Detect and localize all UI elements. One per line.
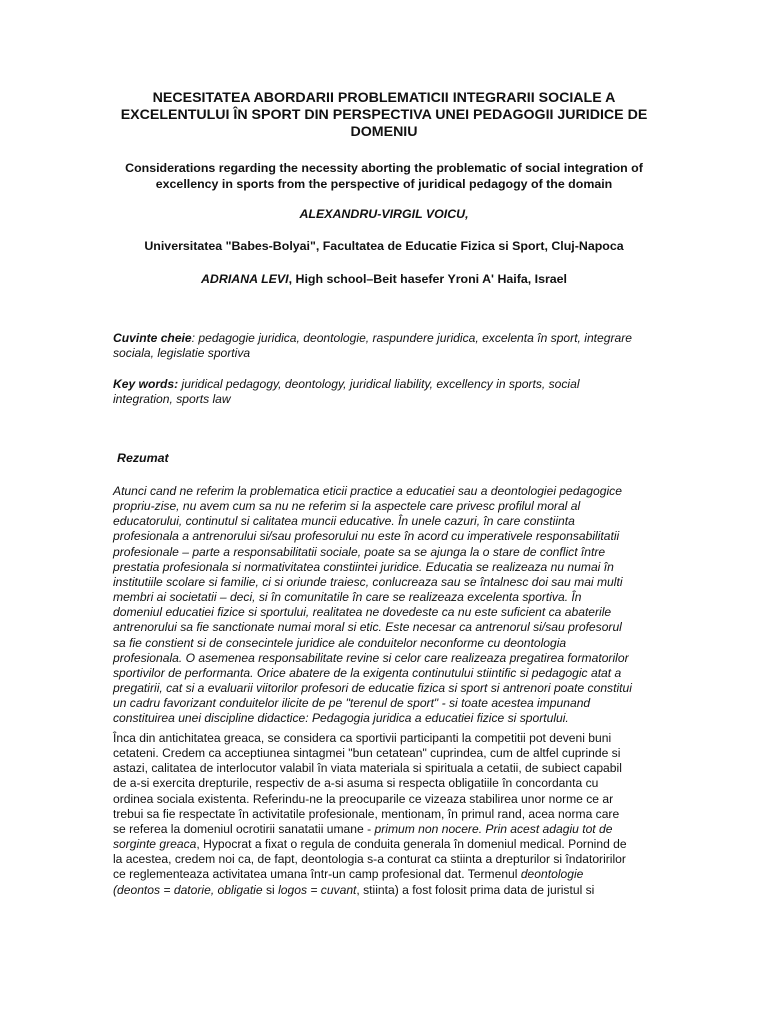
body-italic-2: deontologie (deontos = datorie, obligatie bbox=[113, 867, 584, 897]
keywords-romanian bbox=[113, 331, 633, 361]
body-text-4: , stiinta) a fost folosit prima data de juristul si bbox=[356, 882, 595, 897]
author-name-2: ADRIANA LEVI bbox=[200, 272, 289, 286]
paper-title: NECESITATEA ABORDARII PROBLEMATICII INTEGRARII SOCIALE A EXCELENTULUI ÎN SPORT DIN PERSPECTIVA UNEI PEDAGOGII JURIDICE DE DOMENIU bbox=[120, 90, 648, 140]
body-italic-3: logos = cuvant bbox=[278, 882, 357, 897]
keywords-romanian-text: : pedagogie juridica, deontologie, raspundere juridica, excelenta în sport, integrare sociala, legislatie sportiva bbox=[113, 331, 632, 361]
keywords-english-text: juridical pedagogy, deontology, juridical liability, excellency in sports, social integration, sports law bbox=[113, 377, 580, 407]
author-affiliation-2: , High school–Beit hasefer Yroni A' Haifa, Israel bbox=[288, 272, 568, 286]
author-affiliation-1: Universitatea "Babes-Bolyai", Facultatea de Educatie Fizica si Sport, Cluj-Napoca bbox=[144, 239, 624, 253]
body-text-2: , Hypocrat a fixat o regula de conduita generala în domeniul medical. Pornind de la acestea, credem noi ca, de fapt, deontologia s-a conturat ca stiinta a drepturilor si îndatoririlor ce reglementeaza activitatea umana într-un camp profesional dat. Termenul bbox=[113, 837, 627, 882]
body-paragraph bbox=[113, 731, 633, 898]
body-italic-1: primum non nocere. Prin acest adagiu tot de sorginte greaca bbox=[113, 821, 613, 852]
author-name-1: ALEXANDRU-VIRGIL VOICU, bbox=[299, 207, 469, 221]
paper-subtitle: Considerations regarding the necessity aborting the problematic of social integration of excellency in sports from the perspective of juridical pedagogy of the domain bbox=[125, 161, 643, 191]
abstract-heading: Rezumat bbox=[117, 451, 169, 465]
keywords-romanian-label: Cuvinte cheie bbox=[113, 331, 192, 345]
body-text-1: Înca din antichitatea greaca, se considera ca sportivii participanti la competitii pot deveni buni cetateni. Credem ca acceptiunea sintagmei "bun cetatean" cuprindea, cum de altfel cuprinde si astazi, calitatea de interlocutor valabil în viata materiala si spirituala a cetatii, de subiect capabil de a-si exercita drepturile, respectiv de a-si asuma si respecta obligatiile în concordanta cu ordinea sociala existenta. Referindu-ne la preocuparile ce vizeaza stabilirea unor norme ce ar trebui sa fie respectate în activitatile profesionale, mentionam, în primul rand, acea norma care se referea la domeniul ocrotirii sanatatii umane - bbox=[113, 731, 622, 836]
body-text-3: si bbox=[262, 882, 279, 897]
keywords-english bbox=[113, 377, 633, 407]
author-line-2 bbox=[100, 271, 668, 287]
keywords-english-label: Key words: bbox=[113, 377, 179, 391]
abstract-text: Atunci cand ne referim la problematica eticii practice a educatiei sau a deontologiei pedagogice propriu-zise, nu avem cum sa nu ne referim si la aspectele care privesc profilul moral al educatorului, continutul si calitatea muncii educative. În unele cazuri, în care constiinta profesionala a antrenorului si/sau profesorului nu este în acord cu imperativele responsabilitatii profesionale – parte a responsabilitatii sociale, poate sa se ajunga la o stare de conflict între prestatia profesionala si normativitatea constiintei juridice. Educatia se realizeaza nu numai în institutiile scolare si familie, ci si oriunde traiesc, conlucreaza sau se întalnesc doi sau mai multi membri ai societatii – deci, si în comunitatile în care se realizeaza excelenta sportiva. În domeniul educatiei fizice si sportului, realitatea ne dovedeste ca nu este suficient ca abaterile antrenorului sa fie sanctionate numai moral si etic. Este necesar ca antrenorul si/sau profesorul sa fie constient si de consecintele juridice ale conduitelor neconforme cu deontologia profesionala. O asemenea responsabilitate revine si celor care realizeaza pregatirea formatorilor sportivilor de performanta. Orice abatere de la exigenta continutului stiintific si pedagogic atat a pregatirii, cat si a evaluarii viitorilor profesori de educatie fizica si sport si antrenori poate constitui un cadru favorizant conduitelor ilicite de pe "terenul de sport" - si toate acestea impunand constituirea unei discipline didactice: Pedagogia juridica a educatiei fizice si sportului. bbox=[113, 484, 632, 726]
